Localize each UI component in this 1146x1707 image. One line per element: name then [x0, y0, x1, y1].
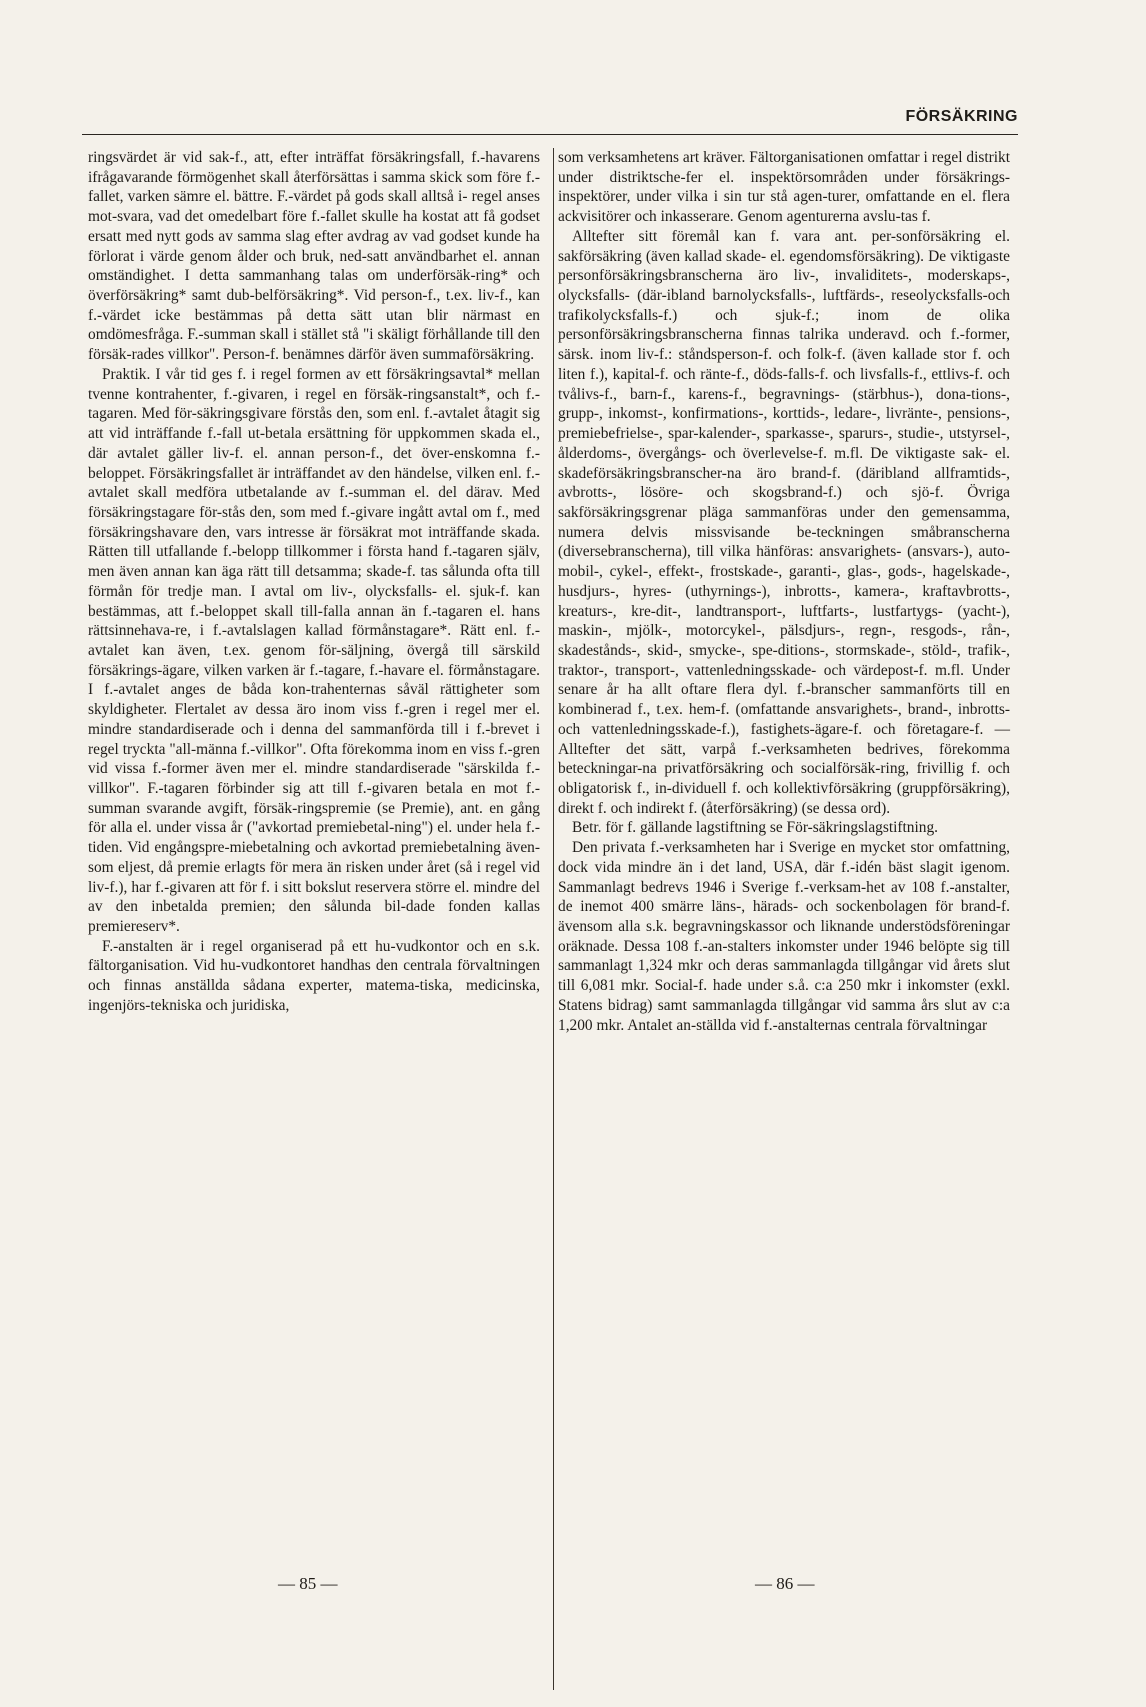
right-column: [558, 148, 1010, 1035]
page-number-right: — 86 —: [755, 1574, 815, 1593]
paragraph: Den privata f.-verksamheten har i Sverige en mycket stor omfattning, dock vida mindre än i det land, USA, där f.-idén bäst slagit igenom. Sammanlagt bedrevs 1946 i Sverige f.-verksam-het av 108 f.-anstalter, de inemot 400 smärre läns-, härads- och sockenbolagen för brand-f. ävensom alla s.k. begravningskassor och liknande understödsföreningar oräknade. Dessa 108 f.-an-stalters inkomster under 1946 belöpte sig till sammanlagt 1,324 mkr och deras sammanlagda tillgångar vid årets slut till 6,081 mkr. Social-f. hade under s.å. c:a 250 mkr i inkomster (exkl. Statens bidrag) samt sammanlagda tillgångar vid samma års slut av c:a 1,200 mkr. Antalet an-ställda vid f.-anstalternas centrala förvaltningar: [558, 839, 1010, 1034]
paragraph: Praktik. I vår tid ges f. i regel formen av ett försäkringsavtal* mellan tvenne kontrahenter, f.-givaren, i regel en försäk-ringsanstalt*, och f.-tagaren. Med för-säkringsgivare förstås den, som enl. f.-avtalet åtagit sig att vid inträffande f.-fall ut-betala ersättning för uppkommen skada el., där avtalet gäller liv-f. el. annan person-f., det över-enskomna f.-beloppet. Försäkringsfallet är inträffandet av den händelse, vilken enl. f.-avtalet skall medföra utbetalande av f.-summan el. del därav. Med försäkringstagare för-stås den, som med f.-givare ingått avtal om f., med försäkringshavare den, vars intresse är försäkrat mot inträffande skada. Rätten till utfallande f.-belopp tillkommer i första hand f.-tagaren själv, men även annan kan äga rätt till detsamma; skade-f. tas sålunda ofta till förmån för tredje man. I avtal om liv-, olycksfalls- el. sjuk-f. kan bestämmas, att f.-beloppet skall till-falla annan än f.-tagaren el. hans rättsinnehava-re, i f.-avtalslagen kallad förmånstagare*. Rätt enl. f.-avtalet kan även, t.ex. genom för-säljning, övergå till särskild försäkrings-ägare, vilken varken är f.-tagare, f.-havare el. förmånstagare. I f.-avtalet anges de båda kon-trahenternas såväl rättigheter som skyldigheter. Flertalet av dessa äro inom viss f.-gren i regel mer el. mindre standardiserade och i denna del sammanförda till i f.-brevet i regel tryckta "all-männa f.-villkor". Ofta förekomma inom en viss f.-gren vid vissa f.-former även mer el. mindre standardiserade "särskilda f.-villkor". F.-tagaren förbinder sig att till f.-givaren betala en mot f.-summan svarande avgift, försäk-ringspremie (se Premie), ant. en gång för alla el. under vissa år ("avkortad premiebetal-ning") el. under hela f.-tiden. Vid engångspre-miebetalning och avkortad premiebetalning även-som eljest, då premie erlagts för mera än risken under året (så i regel vid liv-f.), har f.-givaren att för f. i sitt bokslut reservera större el. mindre del av den inbetalda premien; den sålunda bil-dade fonden kallas premiereserv*.: [88, 365, 540, 936]
left-column: [88, 148, 540, 1016]
paragraph: ringsvärdet är vid sak-f., att, efter inträffat försäkringsfall, f.-havarens ifrågavarande förmögenhet skall återförsättas i samma skick som före f.-fallet, varken sämre el. bättre. F.-värdet på gods skall alltså i- regel anses mot-svara, vad det omedelbart före f.-fallet skulle ha kostat att få godset ersatt med nytt gods av samma slag efter avdrag av vad godset kunde ha förlorat i värde genom ålder och bruk, ned-satt användbarhet el. annan omständighet. I detta sammanhang talas om underförsäk-ring* och överförsäkring* samt dub-belförsäkring*. Vid person-f., t.ex. liv-f., kan f.-värdet icke bestämmas på detta sätt utan blir närmast en omdömesfråga. F.-summan skall i stället stå "i skäligt förhållande till den försäk-rades villkor". Person-f. benämnes därför även summaförsäkring.: [88, 149, 540, 364]
column-divider: [553, 148, 554, 1690]
paragraph: som verksamhetens art kräver. Fältorganisationen omfattar i regel distrikt under distriktsche-fer el. inspektörsområden under försäkrings-inspektörer, under vilka i sin tur stå agen-turer, omfattande en el. flera ackvisitörer och inkasserare. Genom agenturerna avslu-tas f.: [558, 149, 1010, 226]
paragraph: Alltefter sitt föremål kan f. vara ant. per-sonförsäkring el. sakförsäkring (även kallad skade- el. egendomsförsäkring). De viktigaste personförsäkringsbranscherna äro liv-, invaliditets-, moderskaps-, olycksfalls- (där-ibland barnolycksfalls-, luftfärds-, reseolycksfalls-och trafikolycksfalls-f.) och sjuk-f.; inom de olika personförsäkringsbranscherna finnas talrika underavd. och f.-former, särsk. inom liv-f.: ståndsperson-f. och folk-f. (även kallade stor f. och liten f.), kapital-f. och ränte-f., döds-falls-f. och livsfalls-f., ettlivs-f. och tvålivs-f., barn-f., karens-f., begravnings- (stärbhus-), dona-tions-, grupp-, inkomst-, konfirmations-, korttids-, ledare-, livränte-, pensions-, premiebefrielse-, spar-kalender-, sparkasse-, sparurs-, studie-, utstyrsel-, ålderdoms-, övergångs- och överlevelse-f. m.fl. De viktigaste sak- el. skadeförsäkringsbranscher-na äro brand-f. (däribland allframtids-, avbrotts-, lösöre- och skogsbrand-f.) och sjö-f. Övriga sakförsäkringsgrenar pläga sammanföras under den gemensamma, numera delvis missvisande be-teckningen småbranscherna (diversebranscherna), till vilka hänföras: ansvarighets- (ansvars-), auto-mobil-, cykel-, effekt-, frostskade-, garanti-, glas-, gods-, hagelskade-, husdjurs-, hyres- (uthyrnings-), inbrotts-, kamera-, kraftavbrotts-, kreaturs-, kre-dit-, landtransport-, luftfarts-, lustfartygs- (yacht-), maskin-, mjölk-, motorcykel-, pälsdjurs-, regn-, resgods-, rån-, skadestånds-, skid-, smycke-, spe-ditions-, stormskade-, stöld-, trafik-, traktor-, transport-, vattenledningsskade- och värdepost-f. m.fl. Under senare år ha allt oftare flera dyl. f.-branscher sammanförts till en kombinerad f., t.ex. hem-f. (omfattande ansvarighets-, brand-, inbrotts- och vattenledningsskade-f.), fastighets-ägare-f. och företagare-f. — Alltefter det sätt, varpå f.-verksamheten bedrives, förekomma beteckningar-na privatförsäkring och socialförsäk-ring, frivillig f. och obligatorisk f., in-dividuell f. och kollektivförsäkring (gruppförsäkring), direkt f. och indirekt f. (återförsäkring) (se dessa ord).: [558, 227, 1010, 817]
paragraph: F.-anstalten är i regel organiserad på ett hu-vudkontor och en s.k. fältorganisation. Vid hu-vudkontoret handhas den centrala förvaltningen och finnas anställda sådana experter, matema-tiska, medicinska, ingenjörs-tekniska och juridiska,: [88, 937, 540, 1014]
page-number-left: — 85 —: [278, 1574, 338, 1593]
running-header: FÖRSÄKRING: [905, 108, 1018, 125]
header-rule: [82, 134, 1018, 135]
paragraph: Betr. för f. gällande lagstiftning se För-säkringslagstiftning.: [572, 819, 939, 837]
